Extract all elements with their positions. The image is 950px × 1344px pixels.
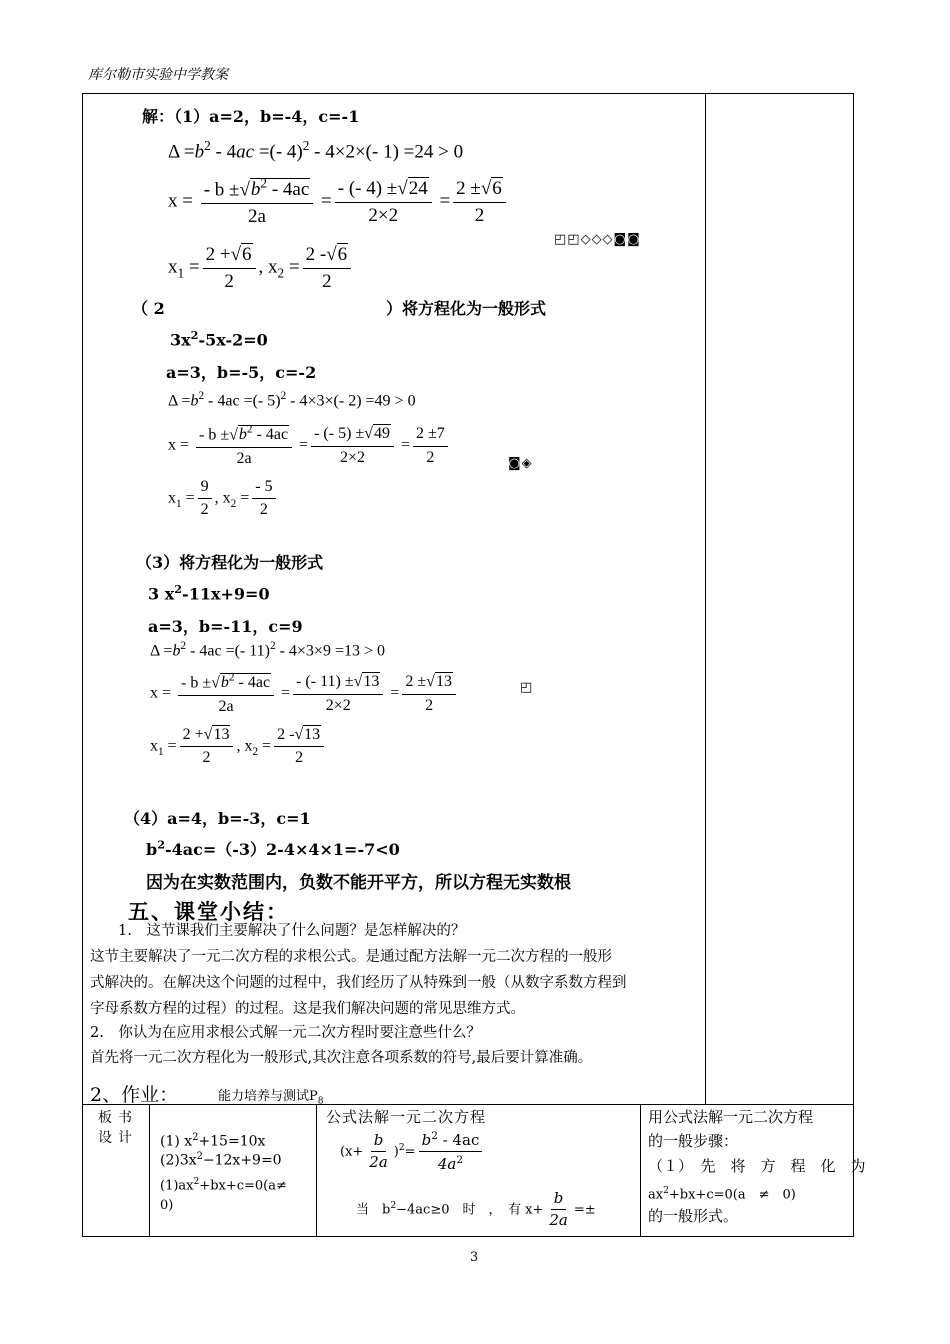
summary-a2: 首先将一元二次方程化为一般形式,其次注意各项系数的符号,最后要计算准确。 bbox=[90, 1050, 593, 1066]
board-col4-line1: 用公式法解一元二次方程 bbox=[648, 1108, 814, 1126]
board-col-divider-1 bbox=[149, 1104, 150, 1236]
board-col4-line3: （１） 先 将 方 程 化 为 bbox=[648, 1157, 866, 1175]
p2-root-formula: x = $\frac{- b \pm√b^2 - 4ac}{2a}$ = $\frac{- (- 5) \pm√49}{2\times 2}$ = $\frac{2 \pm 7}{2}$ bbox=[168, 424, 451, 468]
board-col-divider-2 bbox=[316, 1104, 317, 1236]
homework-text: 能力培养与测试$P_8$ bbox=[218, 1089, 324, 1107]
board-col-divider-3 bbox=[640, 1104, 641, 1236]
p3-coefficients: a=3，b=-11，c=9 bbox=[148, 617, 303, 636]
board-top-line bbox=[82, 1104, 854, 1105]
p1-roots: $x_1$ = $\frac{2 +√6}{2}$ , $x_2$ = $\frac{2 -√6}{2}$ bbox=[168, 244, 354, 293]
p1-discriminant: $\Delta =b^2 - 4ac$ =(- 4)$^2$ - 4×2×(- 1) =24 > 0 bbox=[168, 138, 464, 163]
p1-frac-general: $\frac{- b \pm√b^2 - 4ac}{2a}$ bbox=[201, 176, 314, 228]
board-col4-line4: $ax^2+bx+c=0(a$ ≠ 0) bbox=[648, 1186, 796, 1203]
board-col4-line2: 的一般步骤： bbox=[648, 1132, 739, 1150]
summary-title: 五、课堂小结： bbox=[128, 899, 289, 924]
summary-a1-line2: 式解决的。在解决这个问题的过程中，我们经历了从特殊到一般（从数字系数方程到 bbox=[90, 975, 627, 991]
p1-intro: 解：（1）a=2，b=-4，c=-1 bbox=[142, 107, 360, 126]
p3-root-formula: x = $\frac{- b \pm√b^2 - 4ac}{2a}$ = $\frac{- (- 11) \pm√13}{2\times 2}$ = $\frac{2 \pm√13}{2}$ bbox=[150, 672, 459, 716]
board-col3-when: 当 $b^2-4ac\ge 0$ 时 ， 有 x+ $\frac{b}{2a}$ =± bbox=[356, 1189, 596, 1230]
p3-discriminant: $\Delta =b^2 - 4ac$ =(- 11)$^2$ - 4×3×9 =13 > 0 bbox=[150, 640, 385, 660]
board-col2-line1: (1) $x^2+15=10x$ bbox=[160, 1132, 266, 1150]
frame-left bbox=[82, 93, 83, 1237]
homework-label: 2、作业： bbox=[90, 1084, 179, 1106]
board-col2-line3: $(1)ax^2+bx+c=0(a\ne$ bbox=[160, 1177, 287, 1194]
p3-equation: 3 $x^2-11x+9=0$ bbox=[148, 582, 270, 604]
board-col3-formula: (x+ $\frac{b}{2a}$ )$^2$= $\frac{b^2 - 4ac}{4a^2}$ bbox=[340, 1130, 485, 1174]
p1-garbled-glyphs: ◰◰◇◇◇◙◙ bbox=[554, 232, 641, 247]
p2-roots: $x_1$ = $\frac{9}{2}$ , $x_2$ = $\frac{- 5}{2}$ bbox=[168, 478, 279, 520]
p3-heading: （3）将方程化为一般形式 bbox=[136, 553, 324, 572]
board-label-line1: 板书 bbox=[98, 1110, 138, 1126]
board-col4-line5: 的一般形式。 bbox=[648, 1207, 739, 1225]
board-label-line2: 设计 bbox=[98, 1130, 138, 1146]
frame-top bbox=[82, 93, 854, 94]
board-col2-line4: 0) bbox=[160, 1198, 174, 1213]
p2-garbled-glyphs: ◙◈ bbox=[508, 456, 533, 471]
p3-garbled-glyphs: ◰ bbox=[520, 680, 534, 695]
summary-q2: 2. 你认为在应用求根公式解一元二次方程时要注意些什么？ bbox=[90, 1025, 481, 1041]
frame-inner-divider bbox=[705, 93, 706, 1104]
p2-coefficients: a=3，b=-5，c=-2 bbox=[166, 363, 317, 382]
p4-discriminant: $b^2-4ac=(-3)2-4\times 4\times 1=-7<0$ bbox=[146, 837, 400, 859]
board-col2-line2: $(2)3x^2-12x+9=0$ bbox=[160, 1151, 282, 1169]
p1-frac-simplified: $\frac{2 \pm√6}{2}$ bbox=[453, 178, 506, 227]
p4-conclusion: 因为在实数范围内，负数不能开平方，所以方程无实数根 bbox=[146, 873, 571, 893]
p2-heading-left: （ 2 bbox=[132, 299, 165, 318]
p4-heading: （4）a=4，b=-3，c=1 bbox=[124, 809, 311, 828]
summary-a1-line1: 这节主要解决了一元二次方程的求根公式。是通过配方法解一元二次方程的一般形 bbox=[90, 949, 612, 965]
summary-q1: 1. 这节课我们主要解决了什么问题？是怎样解决的？ bbox=[118, 923, 466, 939]
frame-right bbox=[853, 93, 854, 1237]
p2-discriminant: $\Delta =b^2 - 4ac$ =(- 5)$^2$ - 4×3×(- 2) =49 > 0 bbox=[168, 390, 416, 410]
summary-a1-line3: 字母系数方程的过程）的过程。这是我们解决问题的常见思维方式。 bbox=[90, 1001, 525, 1017]
frame-bottom bbox=[82, 1236, 854, 1237]
board-col3-title: 公式法解一元二次方程 bbox=[326, 1108, 487, 1126]
page-header: 库尔勒市实验中学教案 bbox=[88, 67, 228, 83]
p2-heading-right: ）将方程化为一般形式 bbox=[386, 299, 547, 318]
p1-frac-substituted: $\frac{- (- 4) \pm√24}{2\times 2}$ bbox=[335, 178, 432, 227]
p3-roots: $x_1$ = $\frac{2 +√13}{2}$ , $x_2$ = $\frac{2 -√13}{2}$ bbox=[150, 726, 327, 768]
page-number: 3 bbox=[470, 1250, 479, 1265]
p2-equation: $3x^2-5x-2=0$ bbox=[170, 328, 268, 350]
p1-root-formula: x = $\frac{- b \pm√b^2 - 4ac}{2a}$ = $\frac{- (- 4) \pm√24}{2\times 2}$ = $\frac{2 \pm√6}{2}$ bbox=[168, 176, 509, 228]
